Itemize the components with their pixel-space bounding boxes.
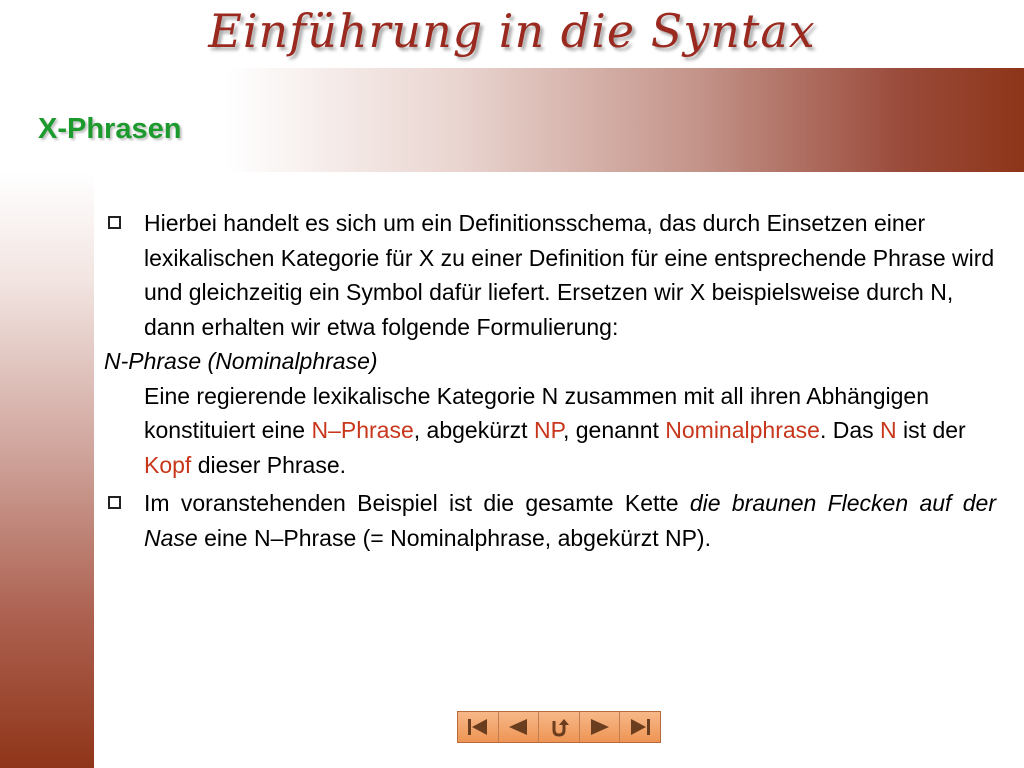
bullet-2-text: Im voranstehenden Beispiel ist die gesamte Kette	[144, 490, 690, 516]
definition-text: Eine regierende lexikalische Kategorie N zusammen mit all ihren Abhängigen konstituiert eine	[144, 382, 929, 443]
next-slide-icon	[587, 716, 613, 738]
bullet-item-2	[104, 486, 996, 555]
hollow-square-bullet-icon	[108, 216, 121, 229]
term-heading: N-Phrase (Nominalphrase)	[104, 348, 378, 374]
next-slide-button[interactable]	[580, 712, 621, 742]
definition-text: ist der	[896, 417, 966, 443]
return-button[interactable]	[539, 712, 580, 742]
hollow-square-bullet-icon	[108, 496, 121, 509]
presentation-title: Einführung in die Syntax	[208, 4, 816, 58]
highlight-n-phrase: N–Phrase	[311, 417, 414, 443]
highlight-np: NP	[533, 417, 563, 443]
last-slide-button[interactable]	[620, 712, 660, 742]
first-slide-button[interactable]	[458, 712, 499, 742]
last-slide-icon	[627, 716, 653, 738]
definition-text: , abgekürzt	[413, 417, 534, 443]
bullet-1-text: Hierbei handelt es sich um ein Definitionsschema, das durch Einsetzen einer lexikalischen Kategorie für X zu einer Definition für eine entsprechende Phrase wird und gleichzeitig ein Symbol dafür liefert. Ersetzen wir X beispielsweise durch N, dann erhalten wir etwa folgende Formulierung:	[144, 210, 995, 340]
slide-navigation-bar	[457, 711, 661, 743]
bullet-2-text: eine N–Phrase (= Nominalphrase, abgekürzt NP).	[197, 524, 711, 551]
previous-slide-icon	[505, 716, 531, 738]
highlight-n: N	[880, 417, 897, 443]
slide-content	[104, 206, 996, 555]
highlight-kopf: Kopf	[144, 451, 192, 478]
definition-text: , genannt	[562, 417, 666, 443]
highlight-nominalphrase: Nominalphrase	[665, 417, 820, 443]
term-definition	[104, 379, 996, 483]
return-icon	[546, 716, 572, 738]
bullet-item-1	[104, 206, 996, 344]
first-slide-icon	[465, 716, 491, 738]
definition-text: dieser Phrase.	[191, 451, 347, 478]
previous-slide-button[interactable]	[499, 712, 540, 742]
example-phrase: die braunen Flecken auf der Nase	[144, 490, 996, 551]
slide-title: X-Phrasen	[38, 113, 182, 145]
definition-text: . Das	[819, 417, 881, 443]
left-gradient-band	[0, 172, 94, 768]
